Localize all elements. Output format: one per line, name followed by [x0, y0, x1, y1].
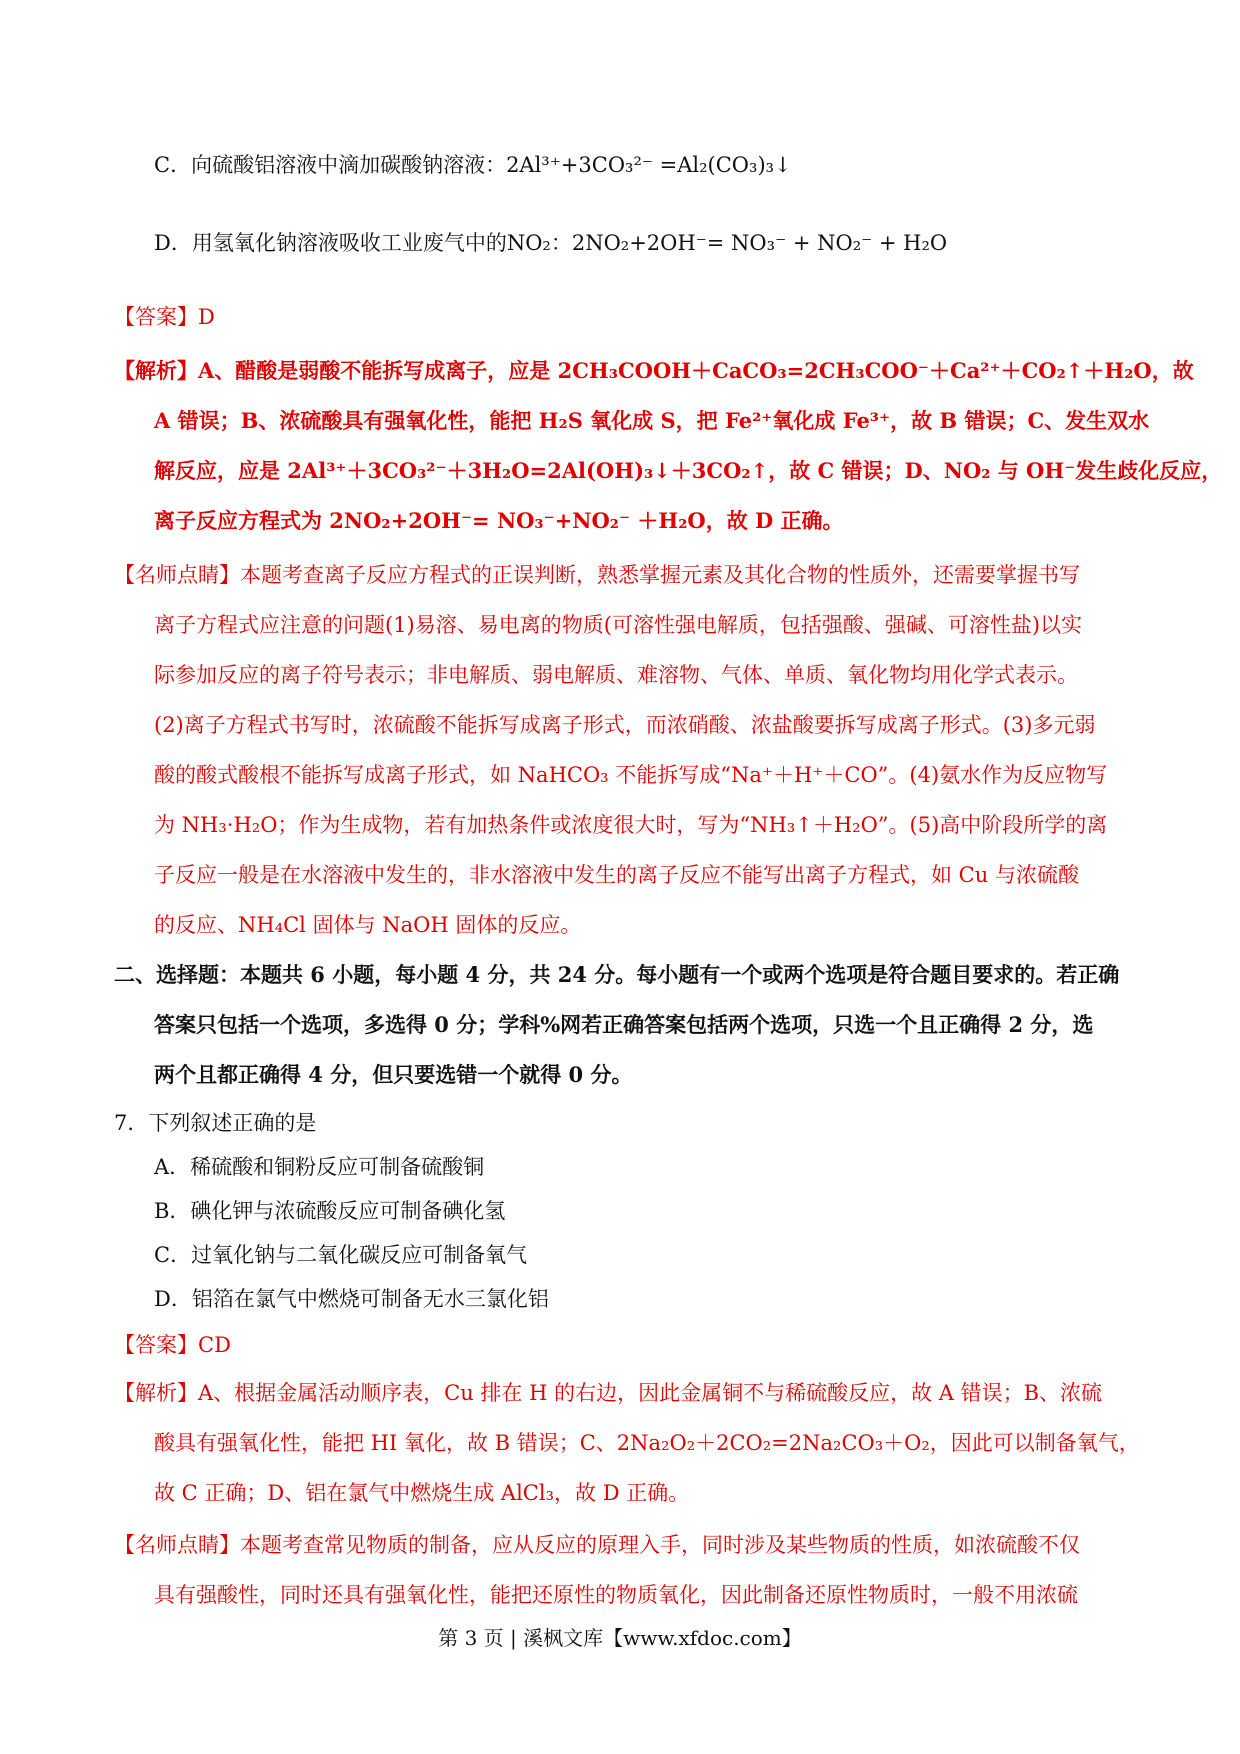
- section-2-line-2: 答案只包括一个选项，多选得 0 分；学科%网若正确答案包括两个选项，只选一个且正确得 2 分，选: [154, 1012, 1094, 1037]
- answer-7: 【答案】CD: [114, 1333, 231, 1357]
- tip-6-line-7: 子反应一般是在水溶液中发生的，非水溶液中发生的离子反应不能写出离子方程式，如 Cu 与浓硫酸: [154, 863, 1079, 887]
- tip-6-line-3: 际参加反应的离子符号表示；非电解质、弱电解质、难溶物、气体、单质、氧化物均用化学式表示。: [154, 663, 1078, 687]
- question-7-stem: 7．下列叙述正确的是: [114, 1111, 317, 1135]
- tip-6-line-2: 离子方程式应注意的问题(1)易溶、易电离的物质(可溶性强电解质，包括强酸、强碱、可溶性盐)以实: [154, 613, 1083, 637]
- page-footer: 第 3 页 | 溪枫文库【www.xfdoc.com】: [438, 1626, 802, 1650]
- analysis-6-line-4: 离子反应方程式为 2NO₂+2OH⁻= NO₃⁻+NO₂⁻ ＋H₂O，故 D 正确。: [154, 508, 844, 533]
- analysis-7-line-2: 酸具有强氧化性，能把 HI 氧化，故 B 错误；C、2Na₂O₂＋2CO₂=2Na₂CO₃＋O₂，因此可以制备氧气，: [154, 1431, 1140, 1455]
- tip-6-line-8: 的反应、NH₄Cl 固体与 NaOH 固体的反应。: [154, 913, 582, 937]
- tip-6-line-5: 酸的酸式酸根不能拆写成离子形式，如 NaHCO₃ 不能拆写成“Na⁺＋H⁺＋CO”。(4)氨水作为反应物写: [154, 763, 1108, 787]
- tip-6-line-4: (2)离子方程式书写时，浓硫酸不能拆写成离子形式，而浓硝酸、浓盐酸要拆写成离子形式。(3)多元弱: [154, 713, 1096, 737]
- question-7-option-c: C．过氧化钠与二氧化碳反应可制备氧气: [154, 1243, 528, 1267]
- analysis-7-line-1: 【解析】A、根据金属活动顺序表，Cu 排在 H 的右边，因此金属铜不与稀硫酸反应，故 A 错误；B、浓硫: [114, 1381, 1103, 1405]
- section-2-line-3: 两个且都正确得 4 分，但只要选错一个就得 0 分。: [154, 1062, 633, 1087]
- section-2-line-1: 二、选择题：本题共 6 小题，每小题 4 分，共 24 分。每小题有一个或两个选项是符合题目要求的。若正确: [114, 962, 1120, 987]
- analysis-6-line-3: 解反应，应是 2Al³⁺＋3CO₃²⁻＋3H₂O=2Al(OH)₃↓＋3CO₂↑，故 C 错误；D、NO₂ 与 OH⁻发生歧化反应，: [154, 458, 1223, 483]
- tip-6-line-1: 【名师点睛】本题考查离子反应方程式的正误判断，熟悉掌握元素及其化合物的性质外，还需要掌握书写: [114, 563, 1080, 587]
- tip-6-line-6: 为 NH₃·H₂O；作为生成物，若有加热条件或浓度很大时，写为“NH₃↑＋H₂O”。(5)高中阶段所学的离: [154, 813, 1108, 837]
- option-c-prev: C．向硫酸铝溶液中滴加碳酸钠溶液：2Al³⁺+3CO₃²⁻ =Al₂(CO₃)₃↓: [154, 153, 792, 177]
- analysis-7-line-3: 故 C 正确；D、铝在氯气中燃烧生成 AlCl₃，故 D 正确。: [154, 1481, 690, 1505]
- analysis-6-line-1: 【解析】A、醋酸是弱酸不能拆写成离子，应是 2CH₃COOH＋CaCO₃=2CH₃COO⁻＋Ca²⁺＋CO₂↑＋H₂O，故: [114, 358, 1194, 383]
- answer-6: 【答案】D: [114, 305, 215, 329]
- analysis-6-line-2: A 错误；B、浓硫酸具有强氧化性，能把 H₂S 氧化成 S，把 Fe²⁺氧化成 Fe³⁺，故 B 错误；C、发生双水: [154, 408, 1150, 433]
- tip-7-line-1: 【名师点睛】本题考查常见物质的制备，应从反应的原理入手，同时涉及某些物质的性质，如浓硫酸不仅: [114, 1533, 1080, 1557]
- tip-7-line-2: 具有强酸性，同时还具有强氧化性，能把还原性的物质氧化，因此制备还原性物质时，一般不用浓硫: [154, 1583, 1078, 1607]
- option-d-prev: D．用氢氧化钠溶液吸收工业废气中的NO₂：2NO₂+2OH⁻= NO₃⁻ + NO₂⁻ + H₂O: [154, 231, 948, 255]
- question-7-option-d: D．铝箔在氯气中燃烧可制备无水三氯化铝: [154, 1287, 549, 1311]
- question-7-option-b: B．碘化钾与浓硫酸反应可制备碘化氢: [154, 1199, 506, 1223]
- question-7-option-a: A．稀硫酸和铜粉反应可制备硫酸铜: [154, 1155, 485, 1179]
